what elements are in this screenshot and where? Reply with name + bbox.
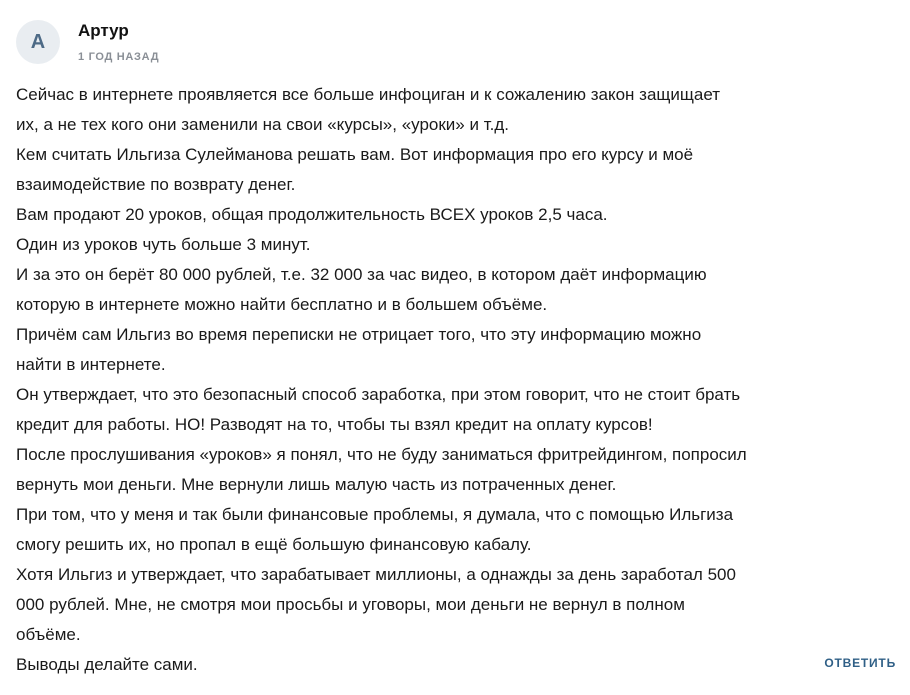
comment-line: Кем считать Ильгиза Сулейманова решать вам. Вот информация про его курсу и моё <box>16 145 694 164</box>
comment-line: Хотя Ильгиз и утверждает, что зарабатывает миллионы, а однажды за день заработал 500 <box>16 565 736 584</box>
comment-line: Вам продают 20 уроков, общая продолжительность ВСЕХ уроков 2,5 часа. <box>16 205 608 224</box>
comment-line: смогу решить их, но пропал в ещё большую финансовую кабалу. <box>16 535 532 554</box>
comment-line: которую в интернете можно найти бесплатно и в большем объёме. <box>16 295 548 314</box>
avatar <box>16 20 60 64</box>
comment-body <box>16 80 816 680</box>
comment-line: кредит для работы. НО! Разводят на то, чтобы ты взял кредит на оплату курсов! <box>16 415 653 434</box>
comment-line: После прослушивания «уроков» я понял, что не буду заниматься фритрейдингом, попросил <box>16 445 747 464</box>
comment-line: При том, что у меня и так были финансовые проблемы, я думала, что с помощью Ильгиза <box>16 505 734 524</box>
avatar-letter: А <box>30 30 46 53</box>
comment-line: Причём сам Ильгиз во время переписки не отрицает того, что эту информацию можно <box>16 325 702 344</box>
comment-line: Сейчас в интернете проявляется все больше инфоциган и к сожалению закон защищает <box>16 85 721 104</box>
reply-button[interactable]: ОТВЕТИТЬ <box>824 656 896 670</box>
comment-line: И за это он берёт 80 000 рублей, т.е. 32 000 за час видео, в котором даёт информацию <box>16 265 707 284</box>
comment-line: взаимодействие по возврату денег. <box>16 175 296 194</box>
comment-line: найти в интернете. <box>16 355 166 374</box>
comment-timestamp: 1 ГОД НАЗАД <box>78 51 160 63</box>
comment-author: Артур <box>78 21 129 40</box>
comment-line: Выводы делайте сами. <box>16 655 198 674</box>
comment-line: объёме. <box>16 625 81 644</box>
comment-line: вернуть мои деньги. Мне вернули лишь малую часть из потраченных денег. <box>16 475 617 494</box>
comment-line: их, а не тех кого они заменили на свои «курсы», «уроки» и т.д. <box>16 115 509 134</box>
comment-line: Один из уроков чуть больше 3 минут. <box>16 235 311 254</box>
comment-line: 000 рублей. Мне, не смотря мои просьбы и уговоры, мои деньги не вернул в полном <box>16 595 685 614</box>
comment-line: Он утверждает, что это безопасный способ заработка, при этом говорит, что не стоит брать <box>16 385 741 404</box>
